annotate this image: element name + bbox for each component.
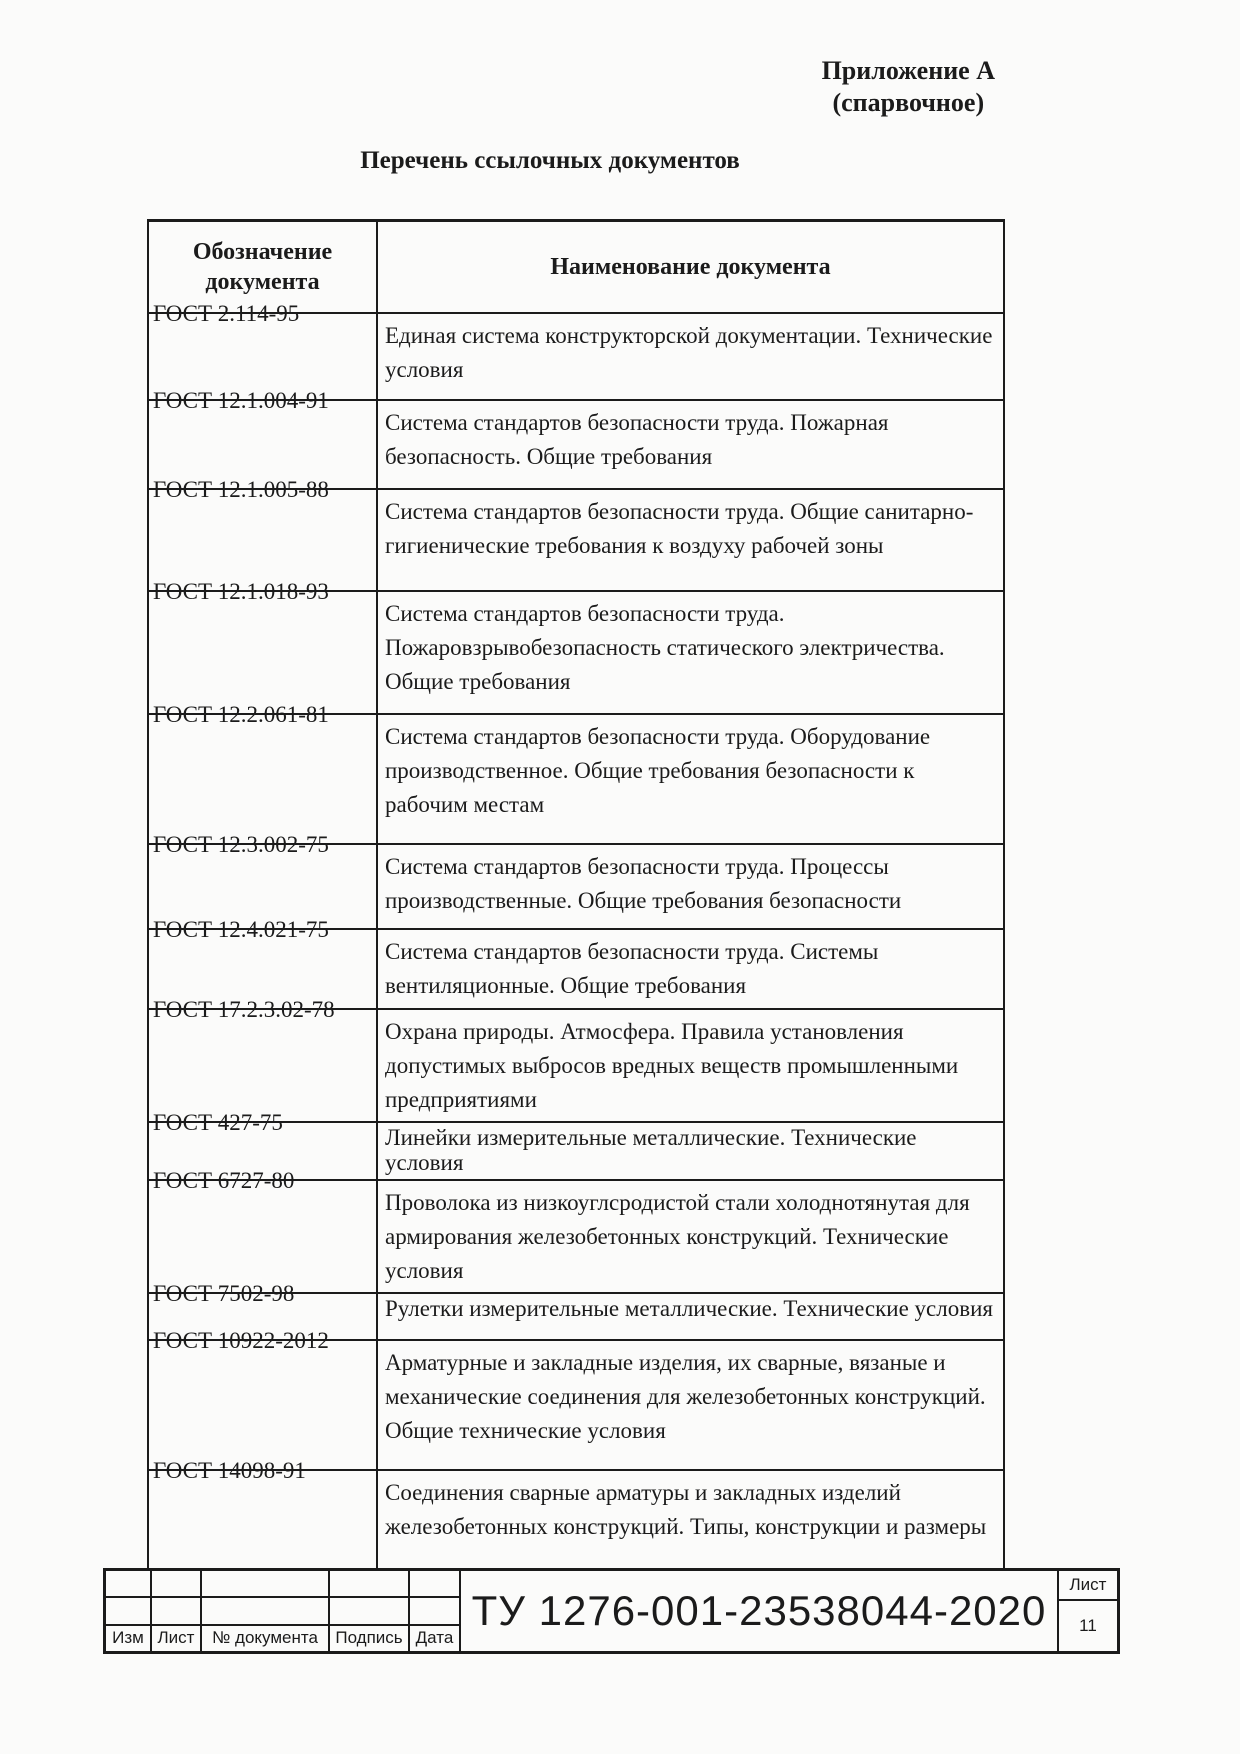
doc-name: Рулетки измерительные металлические. Технические условия xyxy=(385,1296,993,1321)
table-row xyxy=(149,301,1003,399)
doc-designation-cell xyxy=(149,388,378,488)
table-row xyxy=(149,477,1003,590)
titleblock-cell xyxy=(202,1598,330,1623)
doc-designation-cell xyxy=(149,832,378,928)
titleblock-cell xyxy=(152,1598,202,1623)
doc-designation-cell xyxy=(149,1328,378,1469)
doc-name: Система стандартов безопасности труда. Оборудование производственное. Общие требования безопасности к рабочим местам xyxy=(385,724,931,817)
doc-designation: ГОСТ 12.1.018-93 xyxy=(153,579,329,604)
titleblock-cell xyxy=(106,1571,152,1596)
table-row xyxy=(149,702,1003,843)
references-table xyxy=(147,219,1005,1573)
title-block xyxy=(103,1568,1120,1654)
doc-designation: ГОСТ 12.2.061-81 xyxy=(153,702,329,727)
doc-designation: ГОСТ 427-75 xyxy=(153,1110,283,1135)
titleblock-cell xyxy=(202,1571,330,1596)
appendix-line2: (спарвочное) xyxy=(832,88,985,117)
titleblock-cell xyxy=(330,1598,410,1623)
doc-designation: ГОСТ 12.1.005-88 xyxy=(153,477,329,502)
doc-designation: ГОСТ 17.2.3.02-78 xyxy=(153,997,335,1022)
doc-name: Система стандартов безопасности труда. Процессы производственные. Общие требования безопасности xyxy=(385,854,902,913)
doc-name: Линейки измерительные металлические. Технические условия xyxy=(385,1125,917,1175)
titleblock-empty-row xyxy=(106,1571,461,1596)
doc-designation-cell xyxy=(149,477,378,590)
appendix-line1: Приложение А xyxy=(821,56,995,85)
doc-designation: ГОСТ 12.1.004-91 xyxy=(153,388,329,413)
titleblock-empty-row xyxy=(106,1596,461,1623)
table-row xyxy=(149,1328,1003,1469)
titleblock-label-row xyxy=(106,1624,461,1651)
titleblock-cell xyxy=(106,1598,152,1623)
sheet-number: 11 xyxy=(1079,1616,1097,1635)
doc-designation: ГОСТ 6727-80 xyxy=(153,1168,295,1193)
document-designation: ТУ 1276-001-23538044-2020 xyxy=(461,1571,1059,1651)
doc-designation: ГОСТ 12.3.002-75 xyxy=(153,832,329,857)
table-row xyxy=(149,388,1003,488)
sheet-column xyxy=(1059,1571,1117,1651)
titleblock-label-podpis: Подпись xyxy=(330,1626,410,1651)
titleblock-label-list: Лист xyxy=(152,1626,202,1651)
doc-name: Охрана природы. Атмосфера. Правила установления допустимых выбросов вредных веществ промышленными предприятиями xyxy=(385,1019,959,1112)
table-row xyxy=(149,1168,1003,1292)
table-row xyxy=(149,1458,1003,1571)
doc-designation-cell xyxy=(149,579,378,713)
table-header-row xyxy=(149,222,1003,312)
titleblock-cell xyxy=(330,1571,410,1596)
doc-designation-cell xyxy=(149,997,378,1121)
doc-name: Система стандартов безопасности труда. Общие санитарно- гигиенические требования к воздуху рабочей зоны xyxy=(385,499,974,558)
doc-designation-cell xyxy=(149,301,378,399)
titleblock-label-izm: Изм xyxy=(106,1626,152,1651)
doc-designation-cell xyxy=(149,702,378,843)
revision-grid xyxy=(106,1571,461,1651)
doc-name: Система стандартов безопасности труда. Пожаровзрывобезопасность статического электричества. Общие требования xyxy=(385,601,945,694)
doc-name: Система стандартов безопасности труда. Пожарная безопасность. Общие требования xyxy=(385,410,889,469)
doc-designation: ГОСТ 10922-2012 xyxy=(153,1328,329,1353)
table-row xyxy=(149,997,1003,1121)
doc-name: Единая система конструкторской документации. Технические условия xyxy=(385,323,993,382)
table-row xyxy=(149,832,1003,928)
appendix-heading xyxy=(822,55,995,119)
doc-designation-cell xyxy=(149,1168,378,1292)
titleblock-label-ndoc: № документа xyxy=(202,1626,330,1651)
page-title: Перечень ссылочных документов xyxy=(360,147,740,174)
sheet-label: Лист xyxy=(1059,1571,1117,1601)
doc-name: Арматурные и закладные изделия, их сварные, вязаные и механические соединения для железобетонных конструкций. Общие технические условия xyxy=(385,1350,986,1443)
doc-name: Проволока из низкоуглсродистой стали холоднотянутая для армирования железобетонных конструкций. Технические условия xyxy=(385,1190,970,1283)
doc-designation-cell xyxy=(149,1458,378,1571)
column-header-designation: Обозначение документа xyxy=(149,222,378,312)
titleblock-cell xyxy=(152,1571,202,1596)
doc-designation: ГОСТ 12.4.021-75 xyxy=(153,917,329,942)
doc-designation: ГОСТ 7502-98 xyxy=(153,1281,295,1306)
doc-designation: ГОСТ 14098-91 xyxy=(153,1458,306,1483)
titleblock-cell xyxy=(410,1571,461,1596)
table-row xyxy=(149,917,1003,1008)
column-header-name: Наименование документа xyxy=(550,254,831,280)
doc-designation: ГОСТ 2.114-95 xyxy=(153,301,300,326)
doc-name: Соединения сварные арматуры и закладных изделий железобетонных конструкций. Типы, конструкции и размеры xyxy=(385,1480,987,1539)
titleblock-label-data: Дата xyxy=(410,1626,461,1651)
doc-name: Система стандартов безопасности труда. Системы вентиляционные. Общие требования xyxy=(385,939,879,998)
titleblock-cell xyxy=(410,1598,461,1623)
table-row xyxy=(149,579,1003,713)
